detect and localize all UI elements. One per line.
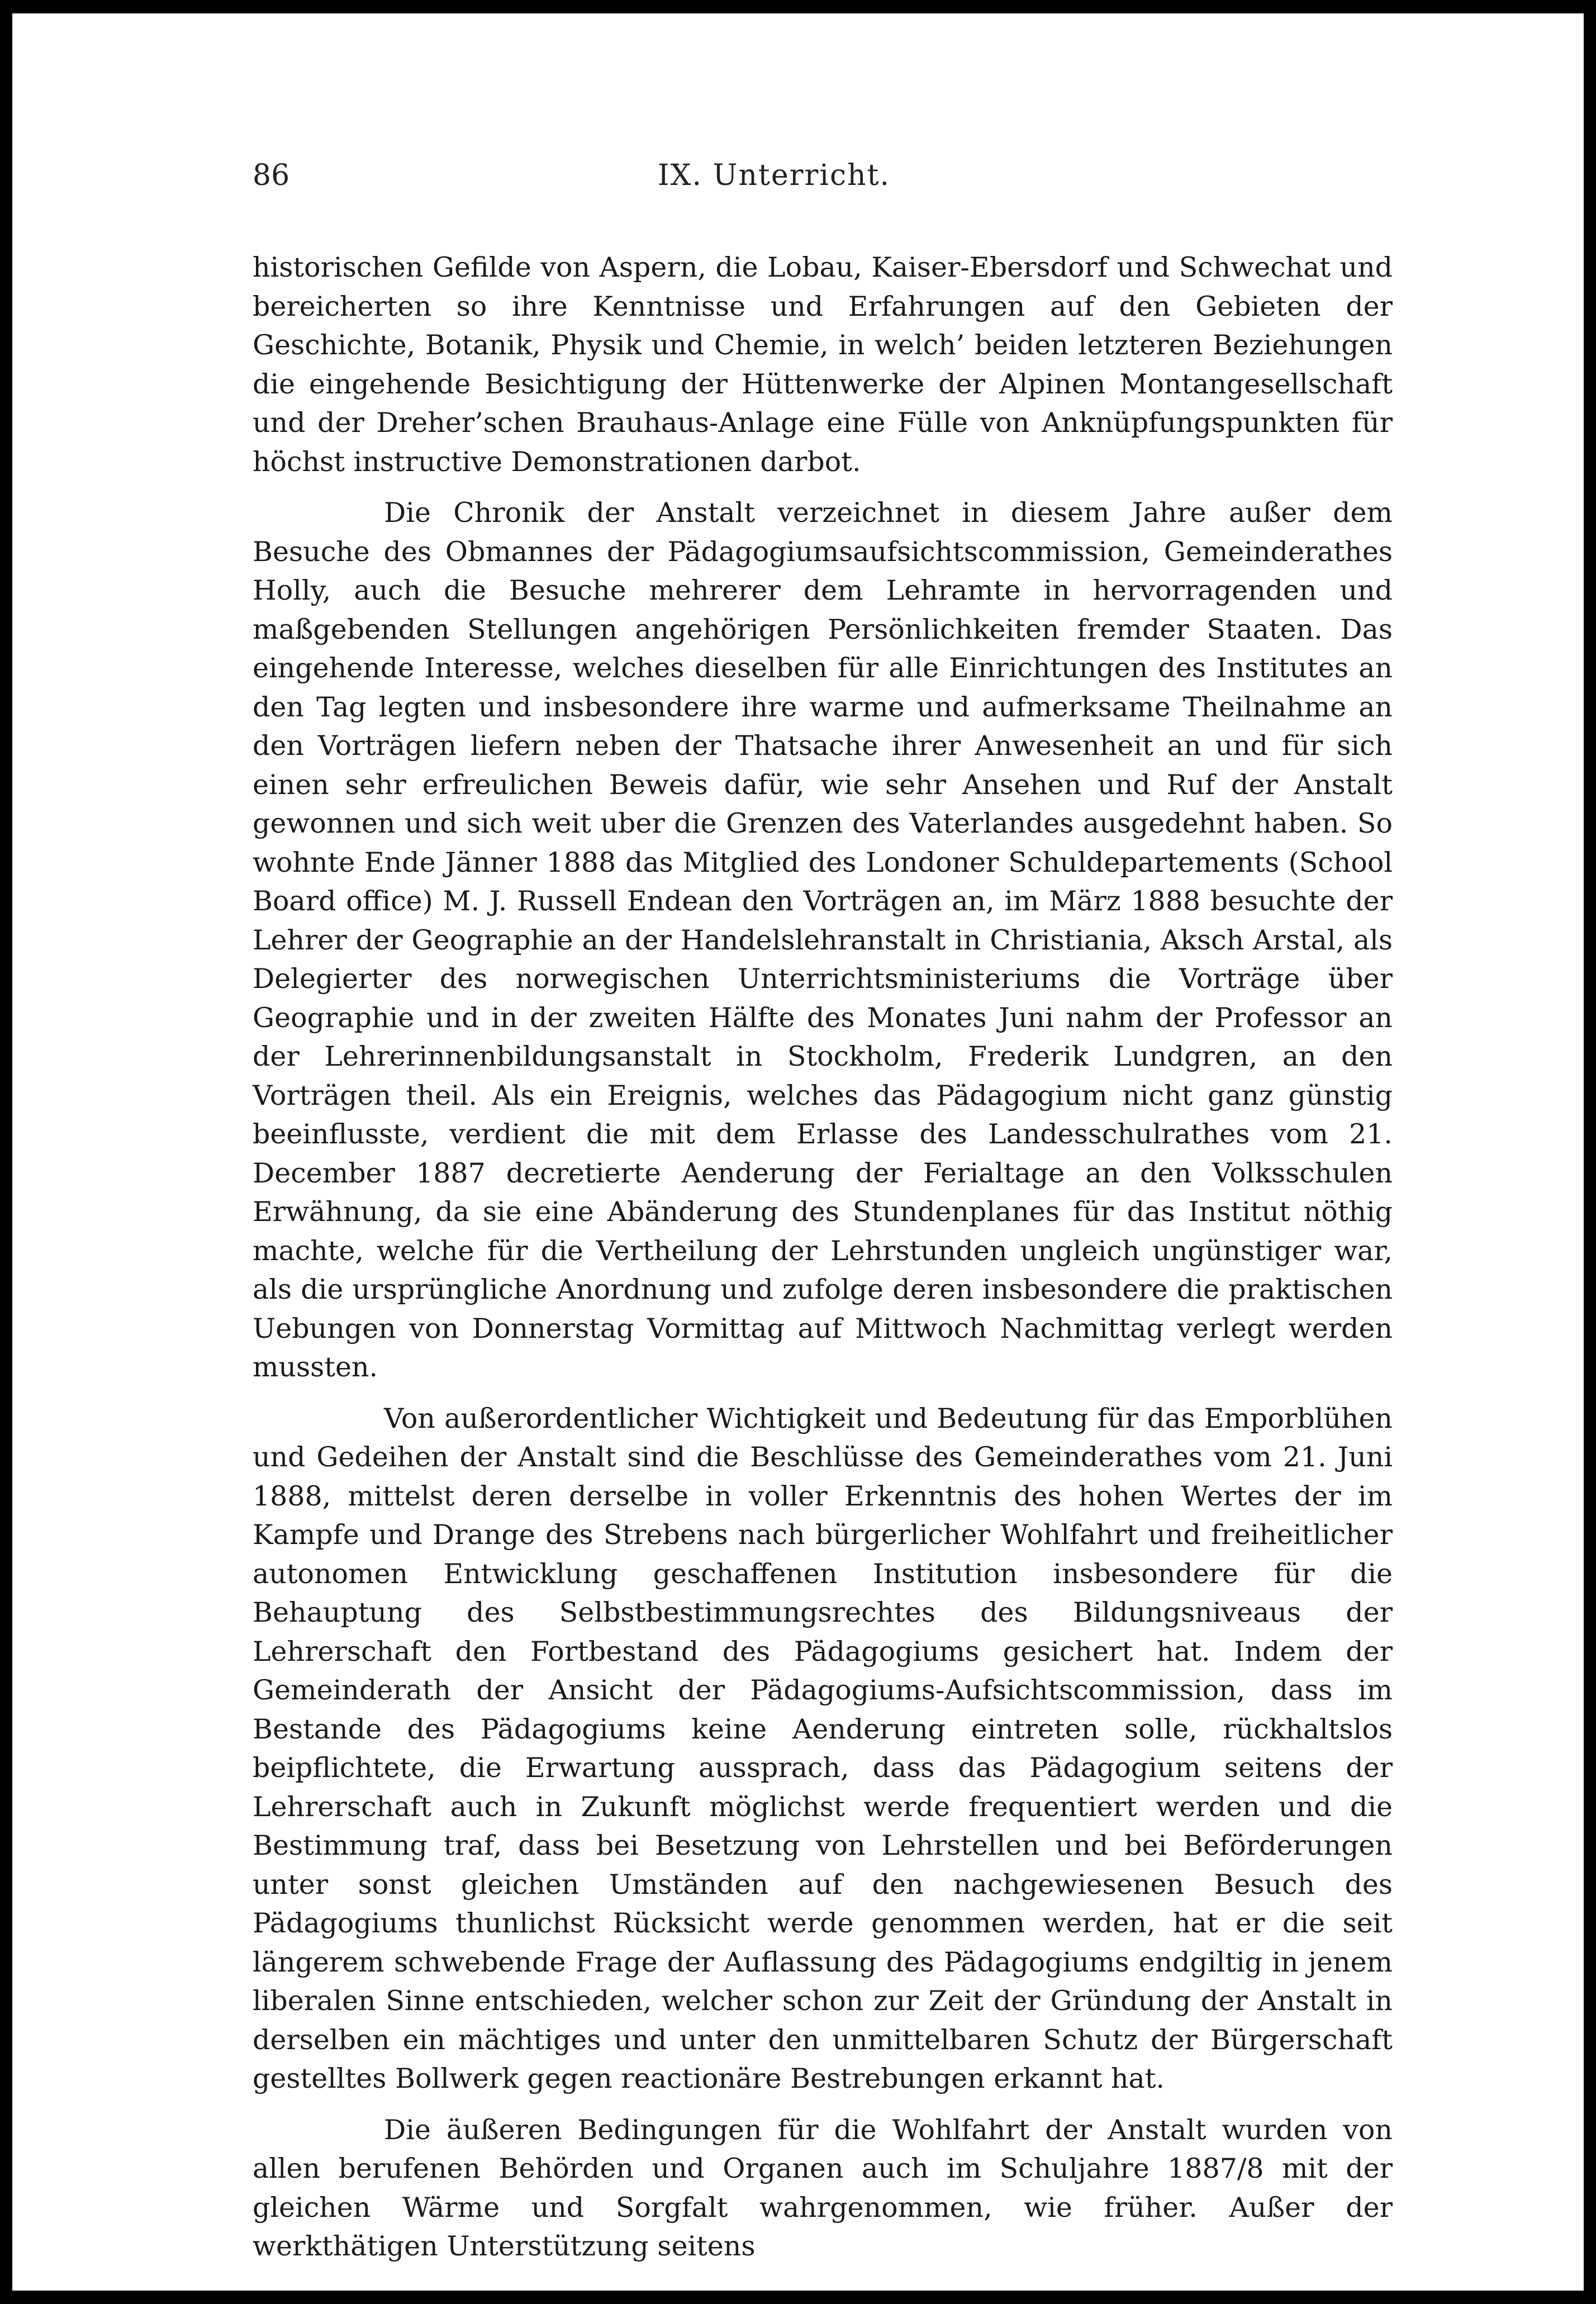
paragraph-continuation: historischen Gefilde von Aspern, die Lobau, Kaiser-Ebersdorf und Schwechat und bereicherten so ihre Kenntnisse und Erfahrungen auf den Gebieten der Geschichte, Botanik, Physik und Chemie, in welch’ beiden letzteren Beziehungen die eingehende Besichtigung der Hüttenwerke der Alpinen Montangesellschaft und der Dreher’schen Brauhaus-Anlage eine Fülle von Anknüpfungspunkten für höchst instructive Demonstrationen darbot. xyxy=(253,251,1393,478)
page-number: 86 xyxy=(253,159,290,192)
paragraph-bedingungen: Die äußeren Bedingungen für die Wohlfahrt der Anstalt wurden von allen berufenen Behörden und Organen auch im Schuljahre 1887/8 mit der gleichen Wärme und Sorgfalt wahrgenommen, wie früher. Außer der werkthätigen Unterstützung seitens xyxy=(253,2113,1393,2262)
paragraph-chronik: Die Chronik der Anstalt verzeichnet in diesem Jahre außer dem Besuche des Obmannes der Pädagogiumsaufsichtscommission, Gemeinderathes Holly, auch die Besuche mehrerer dem Lehramte in hervorragenden und maßgebenden Stellungen angehörigen Persönlichkeiten fremder Staaten. Das eingehende Interesse, welches dieselben für alle Einrichtungen des Institutes an den Tag legten und insbesondere ihre warme und aufmerksame Theilnahme an den Vorträgen liefern neben der Thatsache ihrer Anwesenheit an und für sich einen sehr erfreulichen Beweis dafür, wie sehr Ansehen und Ruf der Anstalt gewonnen und sich weit uber die Grenzen des Vaterlandes ausgedehnt haben. So wohnte Ende Jänner 1888 das Mitglied des Londoner Schuldepartements (School Board office) M. J. Russell Endean den Vorträgen an, im März 1888 besuchte der Lehrer der Geographie an der Handelslehranstalt in Christiania, Aksch Arstal, als Delegierter des norwegischen Unterrichtsministeriums die Vorträge über Geographie und in der zweiten Hälfte des Monates Juni nahm der Professor an der Lehrerinnenbildungsanstalt in Stockholm, Frederik Lundgren, an den Vorträgen theil. Als ein Ereignis, welches das Pädagogium nicht ganz günstig beeinflusste, verdient die mit dem Erlasse des Landesschulrathes vom 21. December 1887 decretierte Aenderung der Ferialtage an den Volksschulen Erwähnung, da sie eine Abänderung des Stundenplanes für das Institut nöthig machte, welche für die Vertheilung der Lehrstunden ungleich ungünstiger war, als die ursprüngliche Anordnung und zufolge deren insbesondere die praktischen Uebungen von Donnerstag Vormittag auf Mittwoch Nachmittag verlegt werden mussten. xyxy=(253,497,1393,1383)
book-page xyxy=(12,13,1584,2291)
running-head: IX. Unterricht. xyxy=(658,159,890,192)
paragraph-gemeinderath: Von außerordentlicher Wichtigkeit und Bedeutung für das Emporblühen und Gedeihen der Anstalt sind die Beschlüsse des Gemeinderathes vom 21. Juni 1888, mittelst deren derselbe in voller Erkenntnis des hohen Wertes der im Kampfe und Drange des Strebens nach bürgerlicher Wohlfahrt und freiheitlicher autonomen Entwicklung geschaffenen Institution insbesondere für die Behauptung des Selbstbestimmungsrechtes des Bildungsniveaus der Lehrerschaft den Fortbestand des Pädagogiums gesichert hat. Indem der Gemeinderath der Ansicht der Pädagogiums-Aufsichtscommission, dass im Bestande des Pädagogiums keine Aenderung eintreten solle, rückhaltslos beipflichtete, die Erwartung aussprach, dass das Pädagogium seitens der Lehrerschaft auch in Zukunft möglichst werde frequentiert werden und die Bestimmung traf, dass bei Besetzung von Lehrstellen und bei Beförderungen unter sonst gleichen Umständen auf den nachgewiesenen Besuch des Pädagogiums thunlichst Rücksicht werde genommen werden, hat er die seit längerem schwebende Frage der Auflassung des Pädagogiums endgiltig in jenem liberalen Sinne entschieden, welcher schon zur Zeit der Gründung der Anstalt in derselben ein mächtiges und unter den unmittelbaren Schutz der Bürgerschaft gestelltes Bollwerk gegen reactionäre Bestrebungen erkannt hat. xyxy=(253,1402,1393,2094)
body-text xyxy=(253,248,1393,2266)
page-header xyxy=(12,159,1584,198)
